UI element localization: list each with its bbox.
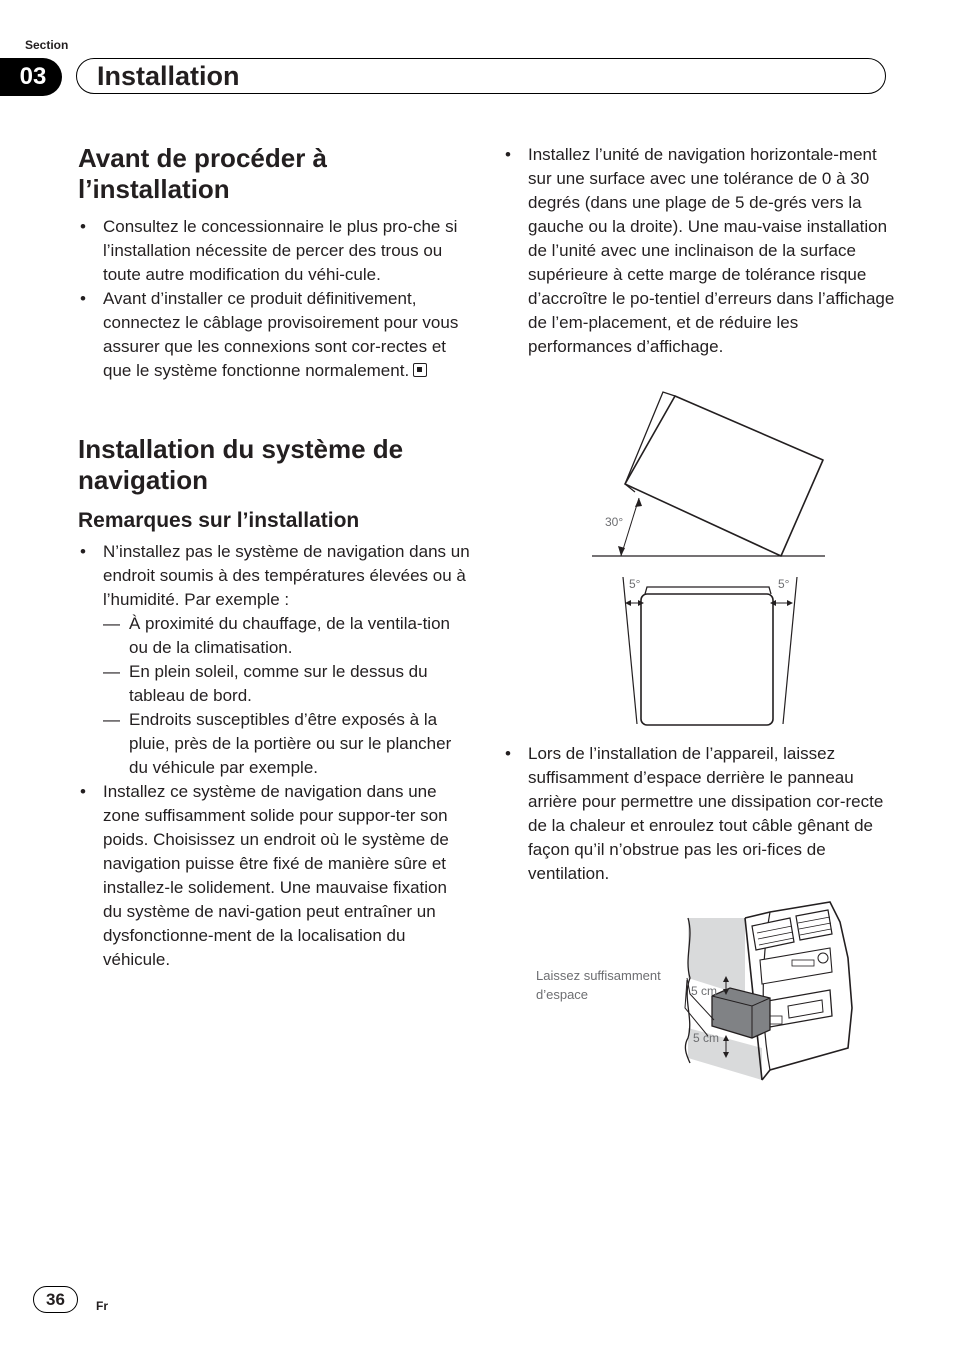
- ventilation-space-diagram: [530, 898, 860, 1082]
- subheading-remarques: Remarques sur l’installation: [78, 509, 360, 532]
- ventilation-label-line2: d’espace: [536, 987, 589, 1002]
- left-column: [78, 143, 470, 972]
- bullet-list-2: [78, 540, 470, 972]
- list-item: • N’installez pas le système de navigation dans un endroit soumis à des températures élevées ou à l’humidité. Par exemple : — À proximité du chauffage, de la ventila-tion ou de la climatisation. — En plein soleil, comme sur le dessus du tableau de bord. — Endroits susceptibles d’être exposés à la pluie, près de la portière ou sur le plancher du véhicule par exemple.: [78, 540, 470, 780]
- bullet-list-1: [78, 215, 470, 383]
- dimension-label-top: 5 cm: [691, 984, 718, 998]
- angle-label-5-right: 5°: [778, 577, 790, 591]
- section-label: Section: [25, 38, 69, 52]
- list-item: • Consultez le concessionnaire le plus pro-che si l’installation nécessite de percer des trous ou toute autre modification du véhi-cule.: [78, 215, 470, 287]
- dash-list: [103, 612, 470, 780]
- angle-label-5-left: 5°: [629, 577, 641, 591]
- bullet-list-3: [503, 143, 895, 359]
- list-item: • Installez l’unité de navigation horizontale-ment sur une surface avec une tolérance de 0 à 30 degrés (dans une plage de 5 de-grés vers la gauche ou la droite). Une mau-vaise installation de l’unité avec une inclinaison de la surface supérieure à cette marge de tolérance risque d’accroître le po-tentiel d’erreurs dans l’affichage de l’em-placement, et de réduire les performances d’affichage.: [503, 143, 895, 359]
- angle-label-30: 30°: [605, 515, 624, 529]
- heading-installation-systeme: Installation du système de navigation: [78, 434, 404, 495]
- list-item: • Avant d’installer ce produit définitivement, connectez le câblage provisoirement pour vous assurer que les connexions sont cor-rectes et que le système fonctionne normalement.: [78, 287, 470, 383]
- ventilation-label-line1: Laissez suffisamment: [536, 968, 661, 983]
- right-column-lower: [503, 742, 895, 886]
- dash-item: — Endroits susceptibles d’être exposés à la pluie, près de la portière ou sur le plancher du véhicule par exemple.: [103, 708, 470, 780]
- language-code: Fr: [96, 1299, 108, 1313]
- page-number: 36: [33, 1286, 78, 1313]
- dimension-label-bottom: 5 cm: [693, 1031, 720, 1045]
- list-item: • Lors de l’installation de l’appareil, laissez suffisamment d’espace derrière le panneau arrière pour permettre une dissipation cor-recte de la chaleur et enroulez tout câble gênant de façon qu’il n’obstrue pas les ori-fices de ventilation.: [503, 742, 895, 886]
- end-mark-icon: [413, 363, 427, 377]
- right-column: [503, 143, 895, 359]
- dash-item: — À proximité du chauffage, de la ventila-tion ou de la climatisation.: [103, 612, 470, 660]
- section-number-badge: 03: [0, 58, 62, 96]
- section-title: Installation: [97, 61, 240, 91]
- tilt-5-diagram: [615, 574, 805, 730]
- bullet-list-4: [503, 742, 895, 886]
- heading-avant-installation: Avant de procéder à l’installation: [78, 143, 328, 204]
- tilt-30-diagram: [585, 388, 835, 563]
- list-item: • Installez ce système de navigation dans une zone suffisamment solide pour suppor-ter son poids. Choisissez un endroit où le système de navigation puisse être fixé de manière sûre et installez-le solidement. Une mauvaise fixation du système de navi-gation peut entraîner un dysfonctionne-ment de la localisation du véhicule.: [78, 780, 470, 972]
- dash-item: — En plein soleil, comme sur le dessus du tableau de bord.: [103, 660, 470, 708]
